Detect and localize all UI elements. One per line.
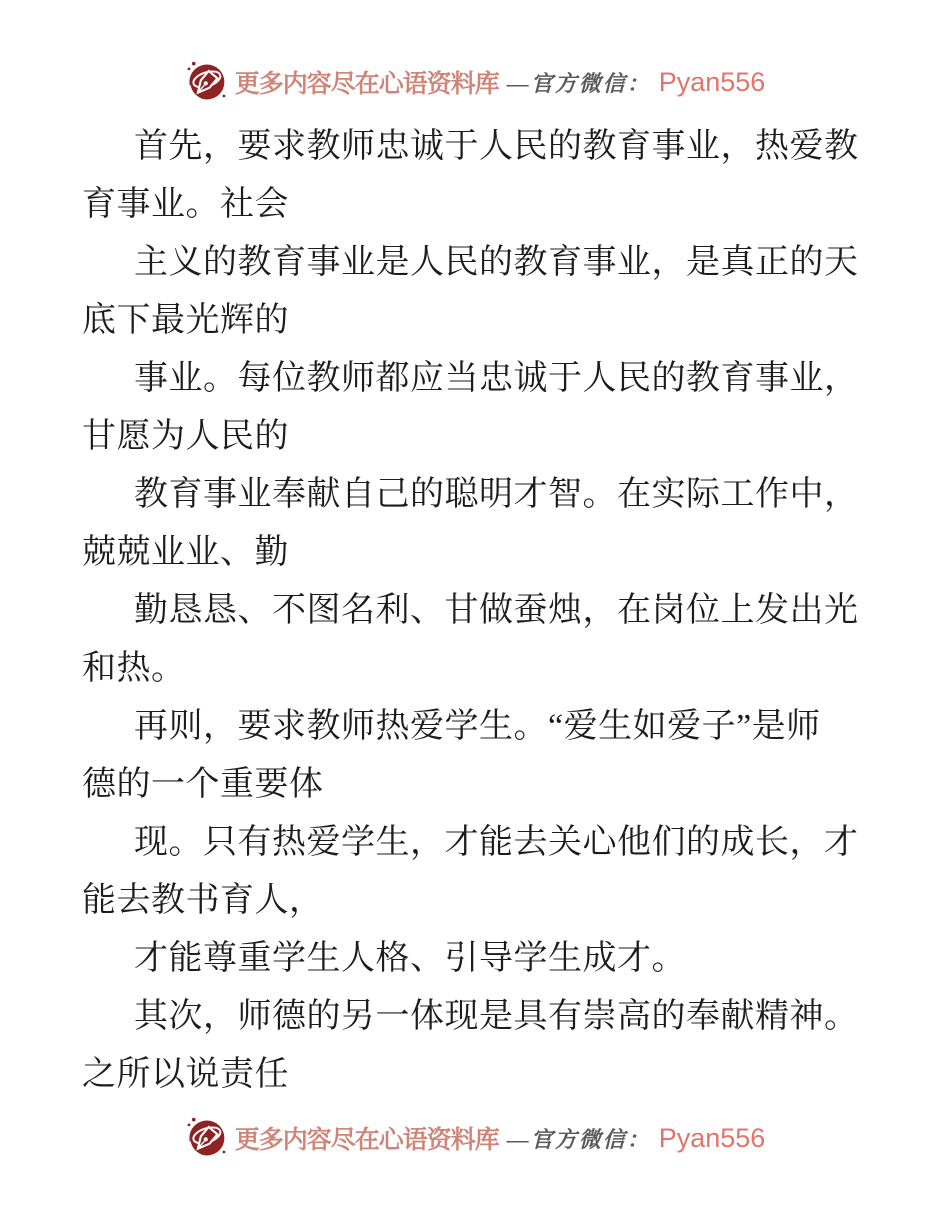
footer-watermark	[0, 1112, 950, 1164]
watermark-brand-text: 更多内容尽在心语资料库	[234, 1127, 499, 1154]
watermark-brand-text: 更多内容尽在心语资料库	[234, 71, 499, 98]
text-line: 德的一个重要体	[82, 766, 324, 803]
pen-logo-icon	[185, 59, 227, 105]
watermark-wechat-account: Pyan556	[658, 66, 766, 97]
text-line: 事业。每位教师都应当忠诚于人民的教育事业，	[134, 360, 859, 397]
text-line: 育事业。社会	[82, 186, 289, 223]
text-line: 底下最光辉的	[82, 302, 289, 339]
pen-logo-icon	[185, 1115, 227, 1161]
watermark-wechat-label: —官方微信：	[506, 1126, 651, 1152]
text-line: 再则，要求教师热爱学生。“爱生如爱子”是师	[134, 708, 821, 745]
text-line: 现。只有热爱学生，才能去关心他们的成长，才	[134, 824, 859, 861]
text-line: 和热。	[82, 650, 186, 687]
text-line: 能去教书育人，	[82, 882, 324, 919]
text-line: 甘愿为人民的	[82, 418, 289, 455]
text-line: 勤恳恳、不图名利、甘做蚕烛，在岗位上发出光	[134, 592, 859, 629]
text-line: 首先，要求教师忠诚于人民的教育事业，热爱教	[134, 128, 859, 165]
text-line: 兢兢业业、勤	[82, 534, 289, 571]
text-line: 才能尊重学生人格、引导学生成才。	[134, 940, 686, 977]
watermark-wechat-account: Pyan556	[658, 1122, 766, 1153]
header-watermark	[0, 56, 950, 108]
text-line: 其次，师德的另一体现是具有崇高的奉献精神。	[134, 998, 859, 1035]
document-body	[0, 118, 950, 1104]
text-line: 之所以说责任	[82, 1056, 289, 1093]
watermark-wechat-label: —官方微信：	[506, 70, 651, 96]
text-line: 主义的教育事业是人民的教育事业，是真正的天	[134, 244, 859, 281]
text-line: 教育事业奉献自己的聪明才智。在实际工作中，	[134, 476, 859, 513]
